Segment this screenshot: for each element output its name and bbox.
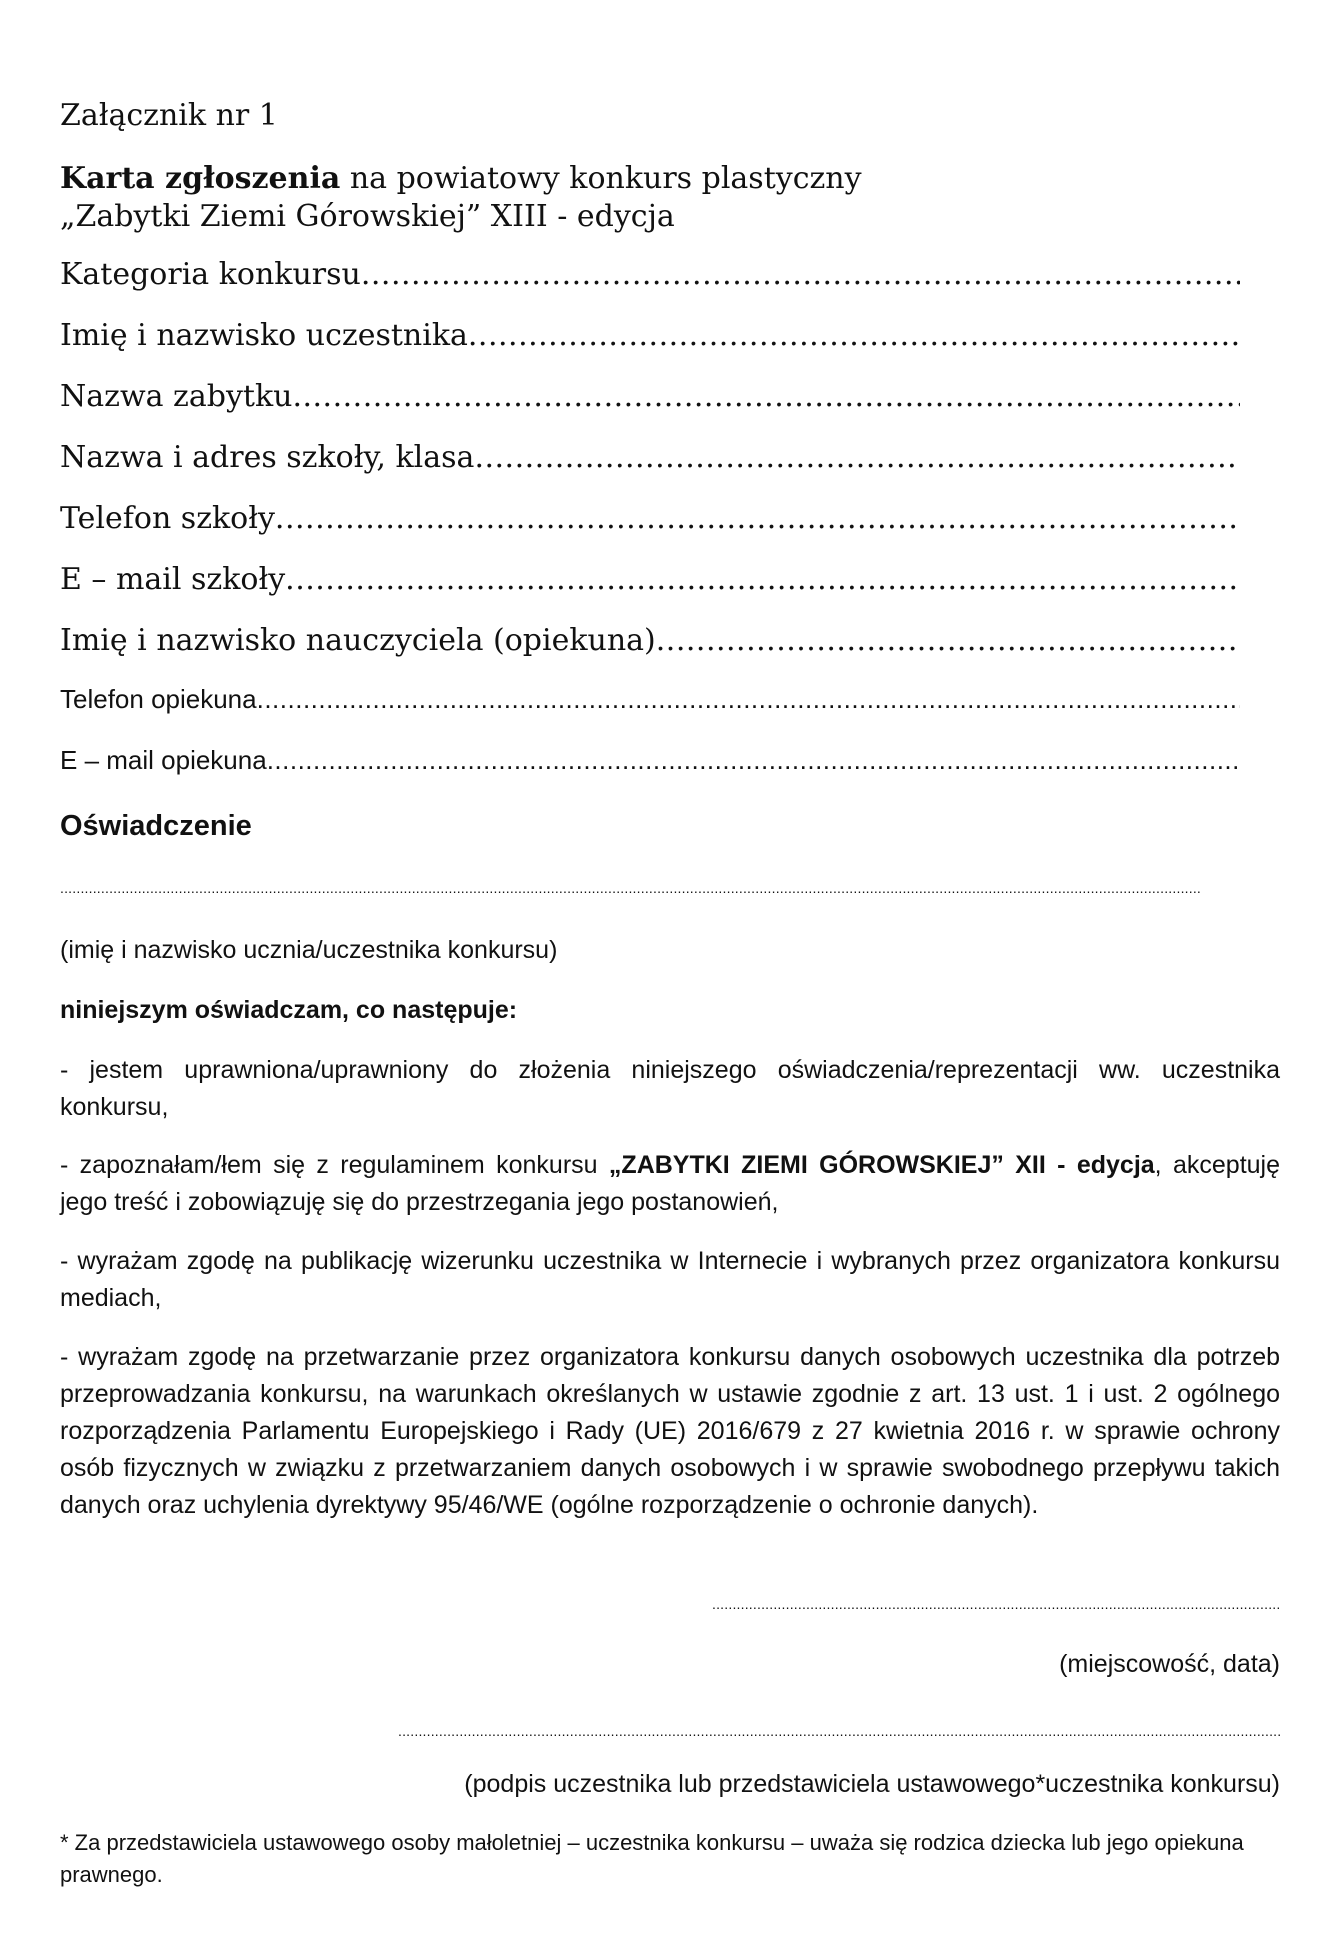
declaration-statement: niniejszym oświadczam, co następuje: <box>60 996 518 1024</box>
signature-line[interactable] <box>398 1723 1280 1745</box>
annex-label: Załącznik nr 1 <box>60 98 278 133</box>
field-guardian-email[interactable] <box>60 745 1240 806</box>
field-label: Imię i nazwisko uczestnika <box>60 318 468 353</box>
field-label: Nazwa i adres szkoły, klasa <box>60 440 475 475</box>
item2-contest-name: „ZABYTKI ZIEMI GÓROWSKIEJ” XII - edycja <box>608 1151 1155 1179</box>
field-guardian-phone[interactable] <box>60 684 1240 745</box>
signature-caption: (podpis uczestnika lub przedstawiciela ustawowego*uczestnika konkursu) <box>464 1770 1280 1798</box>
field-teacher-name[interactable] <box>60 623 1240 684</box>
form-title <box>60 160 862 236</box>
field-dotted-line <box>275 501 1240 536</box>
field-dotted-line <box>292 379 1240 414</box>
field-dotted-line <box>656 623 1240 658</box>
field-dotted-line <box>257 684 1240 715</box>
form-title-bold: Karta zgłoszenia <box>60 161 341 196</box>
footnote: * Za przedstawiciela ustawowego osoby małoletniej – uczestnika konkursu – uważa się rodzica dziecka lub jego opiekuna prawnego. <box>60 1830 1244 1887</box>
declaration-name-hint: (imię i nazwisko ucznia/uczestnika konkursu) <box>60 936 558 964</box>
field-dotted-line <box>468 318 1240 353</box>
field-label: Kategoria konkursu <box>60 257 361 292</box>
declaration-name-line[interactable] <box>60 880 1200 902</box>
field-label: Telefon opiekuna <box>60 684 257 714</box>
item2-text-a: - zapoznałam/łem się z regulaminem konkursu <box>60 1151 609 1179</box>
field-school-email[interactable] <box>60 562 1240 623</box>
place-date-caption: (miejscowość, data) <box>1059 1650 1280 1678</box>
form-title-line1 <box>60 160 862 198</box>
form-title-line2: „Zabytki Ziemi Górowskiej” XIII - edycja <box>60 199 675 234</box>
declaration-item-image-consent: - wyrażam zgodę na publikację wizerunku uczestnika w Internecie i wybranych przez organizatora konkursu mediach, <box>60 1247 1280 1312</box>
field-label: Nazwa zabytku <box>60 379 293 414</box>
declaration-item-regulations <box>60 1147 1280 1221</box>
field-label: Imię i nazwisko nauczyciela (opiekuna) <box>60 623 656 658</box>
field-school-phone[interactable] <box>60 501 1240 562</box>
declaration-item-authorization: - jestem uprawniona/uprawniony do złożenia niniejszego oświadczenia/reprezentacji ww. uczestnika konkursu, <box>60 1056 1280 1121</box>
field-label: Telefon szkoły <box>60 501 275 536</box>
field-participant-name[interactable] <box>60 318 1240 379</box>
place-date-line[interactable] <box>712 1596 1280 1618</box>
field-dotted-line <box>285 562 1240 597</box>
field-school-address-class[interactable] <box>60 440 1240 501</box>
field-dotted-line <box>267 745 1240 776</box>
declaration-title: Oświadczenie <box>60 810 252 842</box>
field-category[interactable] <box>60 257 1240 318</box>
field-label: E – mail opiekuna <box>60 745 267 775</box>
field-label: E – mail szkoły <box>60 562 286 597</box>
form-fields <box>60 257 1240 806</box>
field-dotted-line <box>361 257 1240 292</box>
field-monument-name[interactable] <box>60 379 1240 440</box>
form-title-rest: na powiatowy konkurs plastyczny <box>340 161 862 196</box>
item2-text-b: , akceptuję jego treść i zobowiązuję się do przestrzegania jego postanowień, <box>60 1151 1280 1216</box>
declaration-item-data-consent: - wyrażam zgodę na przetwarzanie przez organizatora konkursu danych osobowych uczestnika dla potrzeb przeprowadzania konkursu, na warunkach określanych w ustawie zgodnie z art. 13 ust. 1 i ust. 2 ogólnego rozporządzenia Parlamentu Europejskiego i Rady (UE) 2016/679 z 27 kwietnia 2016 r. w sprawie ochrony osób fizycznych w związku z przetwarzaniem danych osobowych i w sprawie swobodnego przepływu takich danych oraz uchylenia dyrektywy 95/46/WE (ogólne rozporządzenie o ochronie danych). <box>60 1343 1280 1519</box>
field-dotted-line <box>474 440 1240 475</box>
